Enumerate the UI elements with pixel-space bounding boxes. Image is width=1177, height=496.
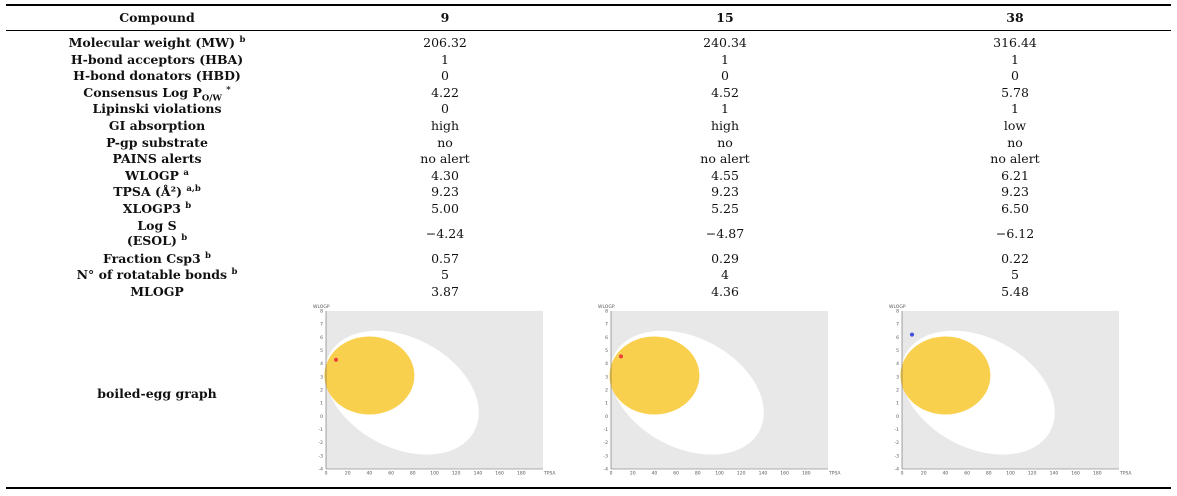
- y-tick-label: 7: [320, 322, 323, 328]
- row-value: 5.48: [1001, 283, 1029, 299]
- row-value: 5.00: [431, 201, 459, 216]
- row-value: 5.25: [711, 201, 739, 216]
- x-tick-label: 60: [673, 471, 679, 477]
- row-label-text: GI absorption: [108, 118, 206, 133]
- boiled-egg-row-label: boiled-egg graph: [97, 386, 217, 401]
- x-tick-label: 100: [715, 471, 724, 477]
- egg-yolk-region: [900, 337, 990, 415]
- row-label-footnote: b: [185, 200, 192, 211]
- row-label-footnote: b: [239, 34, 246, 45]
- row-value: 5: [441, 267, 449, 283]
- x-axis-label: TPSA: [829, 471, 841, 477]
- y-tick-label: 1: [320, 401, 323, 407]
- column-header-15: 15: [716, 10, 734, 25]
- y-tick-label: 7: [896, 322, 899, 328]
- row-value: 1: [1011, 51, 1019, 67]
- y-tick-label: 5: [896, 349, 899, 354]
- y-tick-label: -4: [894, 467, 899, 473]
- y-tick-label: 1: [605, 401, 608, 407]
- row-label: [22, 118, 292, 133]
- row-label-text: PAINS alerts: [112, 151, 202, 167]
- column-header-38: 38: [1006, 10, 1024, 25]
- x-tick-label: 40: [651, 471, 658, 477]
- row-label: [22, 135, 292, 150]
- y-tick-label: 0: [896, 414, 899, 420]
- y-tick-label: 2: [896, 388, 899, 394]
- row-label-text: Lipinski violations: [92, 101, 222, 117]
- row-value: 5.78: [1001, 84, 1029, 100]
- x-tick-label: 160: [780, 471, 789, 477]
- row-value: 240.34: [703, 35, 747, 50]
- x-tick-label: 100: [1006, 471, 1015, 477]
- row-label: [22, 151, 292, 166]
- row-value: 1: [1011, 101, 1019, 117]
- row-label: [22, 84, 292, 104]
- row-value: 0.22: [1001, 250, 1029, 266]
- x-tick-label: 0: [609, 471, 613, 477]
- row-value: no: [717, 134, 733, 150]
- data-point: [334, 358, 338, 362]
- x-tick-label: 60: [964, 471, 970, 477]
- row-value: 3.87: [431, 283, 459, 299]
- row-label-text: P-gp substrate: [106, 134, 208, 150]
- row-value: no: [1007, 134, 1023, 150]
- y-tick-label: -2: [318, 441, 323, 447]
- x-tick-label: 140: [473, 471, 483, 477]
- x-tick-label: 20: [629, 471, 636, 477]
- row-value: no alert: [990, 151, 1040, 167]
- row-label-footnote: b: [231, 267, 238, 278]
- row-value: 206.32: [423, 35, 467, 50]
- row-value: 9.23: [431, 184, 459, 200]
- row-label-text: N° of rotatable bonds: [76, 267, 228, 283]
- y-tick-label: 8: [896, 309, 899, 315]
- y-tick-label: 2: [605, 388, 608, 394]
- y-tick-label: 4: [896, 362, 899, 368]
- x-tick-label: 40: [942, 471, 949, 477]
- row-value: 1: [721, 51, 729, 67]
- row-value: no alert: [420, 151, 470, 167]
- row-label: [22, 68, 292, 83]
- y-tick-label: -2: [603, 441, 608, 447]
- row-label-text: Fraction Csp3: [103, 250, 201, 266]
- row-label-text: WLOGP: [125, 167, 179, 183]
- y-axis-label: WLOGP: [313, 305, 330, 310]
- y-tick-label: 3: [896, 375, 899, 381]
- row-value: 1: [441, 51, 449, 67]
- table-bottom-rule: [6, 487, 1171, 489]
- row-label-text-line2: (ESOL): [126, 232, 177, 248]
- y-axis-label: WLOGP: [598, 305, 615, 310]
- y-tick-label: -3: [318, 454, 323, 460]
- y-tick-label: -4: [318, 467, 323, 473]
- y-tick-label: 5: [320, 349, 323, 354]
- y-tick-label: 2: [320, 388, 323, 394]
- y-tick-label: 0: [320, 414, 323, 420]
- y-tick-label: -2: [894, 441, 899, 447]
- row-value: 316.44: [993, 35, 1037, 50]
- row-label: [22, 218, 292, 248]
- x-tick-label: 80: [409, 471, 416, 477]
- row-label-footnote: a,b: [186, 184, 201, 195]
- x-tick-label: 20: [344, 471, 351, 477]
- row-value: high: [710, 118, 740, 133]
- x-tick-label: 0: [324, 471, 328, 477]
- column-header-compound: Compound: [119, 10, 195, 25]
- row-value: 4.30: [431, 167, 459, 183]
- y-tick-label: -3: [603, 454, 608, 460]
- y-tick-label: 4: [605, 362, 608, 368]
- x-tick-label: 20: [920, 471, 927, 477]
- egg-yolk-region: [324, 337, 414, 415]
- row-label: [22, 184, 292, 199]
- row-value: 9.23: [711, 184, 739, 200]
- y-tick-label: -1: [603, 428, 608, 433]
- y-tick-label: 5: [605, 349, 608, 354]
- x-tick-label: 80: [985, 471, 992, 477]
- row-value: 5: [1011, 267, 1019, 283]
- y-tick-label: 4: [320, 362, 323, 368]
- x-tick-label: 140: [758, 471, 768, 477]
- boiled-egg-chart-15: [596, 303, 841, 477]
- x-tick-label: 120: [451, 471, 461, 477]
- row-label-text: MLOGP: [130, 283, 184, 299]
- row-value: 4.36: [711, 283, 739, 299]
- boiled-egg-chart-38: [887, 303, 1132, 477]
- row-value: 6.50: [1001, 201, 1029, 216]
- egg-yolk-region: [609, 337, 699, 415]
- table-top-rule: [6, 4, 1171, 6]
- x-tick-label: 100: [430, 471, 439, 477]
- y-tick-label: 3: [605, 375, 608, 381]
- y-tick-label: 8: [320, 309, 323, 315]
- header-rule: [6, 30, 1171, 31]
- row-value: 0: [721, 68, 729, 84]
- row-value: 4.55: [711, 167, 739, 183]
- row-label-text: Consensus Log P: [83, 84, 202, 100]
- x-tick-label: 40: [366, 471, 373, 477]
- row-label: [22, 267, 292, 282]
- y-tick-label: -4: [603, 467, 608, 473]
- x-tick-label: 80: [694, 471, 701, 477]
- row-label-footnote: b: [181, 232, 188, 243]
- row-value: −4.87: [705, 225, 745, 241]
- x-tick-label: 180: [1093, 471, 1102, 477]
- row-label-text: TPSA (Å²): [113, 184, 182, 200]
- row-value: −4.24: [425, 225, 465, 241]
- row-label: [22, 101, 292, 116]
- row-value: 9.23: [1001, 184, 1029, 200]
- x-tick-label: 120: [736, 471, 746, 477]
- row-label-footnote: b: [205, 250, 211, 261]
- x-tick-label: 160: [1071, 471, 1080, 477]
- row-value: no alert: [700, 151, 750, 167]
- row-value: 0: [1011, 68, 1019, 84]
- row-value: 0: [441, 101, 449, 117]
- y-tick-label: 6: [896, 335, 899, 341]
- row-label-text: XLOGP3: [122, 201, 181, 216]
- row-label-footnote: *: [226, 84, 231, 95]
- row-value: −6.12: [995, 225, 1035, 241]
- y-tick-label: 1: [896, 401, 899, 407]
- data-point: [910, 333, 914, 337]
- row-value: 4.22: [431, 84, 459, 100]
- x-axis-label: TPSA: [1120, 471, 1132, 477]
- data-point: [619, 354, 623, 358]
- y-tick-label: 7: [605, 322, 608, 328]
- column-header-9: 9: [440, 10, 450, 25]
- y-tick-label: 0: [605, 414, 608, 420]
- y-tick-label: -1: [318, 428, 323, 433]
- y-axis-label: WLOGP: [889, 305, 906, 310]
- x-tick-label: 140: [1049, 471, 1059, 477]
- row-label-text: Log S: [137, 217, 177, 233]
- x-tick-label: 160: [495, 471, 504, 477]
- row-value: 0: [441, 68, 449, 84]
- row-label: [22, 201, 292, 216]
- row-value: 0.29: [711, 250, 739, 266]
- y-tick-label: 6: [320, 335, 323, 341]
- y-tick-label: -1: [894, 428, 899, 433]
- x-tick-label: 180: [517, 471, 526, 477]
- row-label: [22, 284, 292, 299]
- row-value: no: [437, 134, 453, 150]
- row-value: low: [1003, 118, 1027, 133]
- y-tick-label: 8: [605, 309, 608, 315]
- row-label-text: Molecular weight (MW): [68, 35, 236, 50]
- x-axis-label: TPSA: [544, 471, 556, 477]
- row-value: 4: [721, 267, 729, 283]
- row-label-footnote: a: [183, 167, 189, 178]
- x-tick-label: 0: [900, 471, 904, 477]
- row-label: [22, 52, 292, 67]
- row-value: 4.52: [711, 84, 739, 100]
- y-tick-label: 3: [320, 375, 323, 381]
- row-label-subscript: O/W: [201, 93, 222, 104]
- x-tick-label: 60: [388, 471, 394, 477]
- y-tick-label: -3: [894, 454, 899, 460]
- row-value: 6.21: [1001, 167, 1029, 183]
- x-tick-label: 120: [1027, 471, 1037, 477]
- row-label: [22, 251, 292, 266]
- row-label-text: H-bond donators (HBD): [73, 68, 241, 84]
- row-label: [22, 35, 292, 50]
- boiled-egg-chart-9: [311, 303, 556, 477]
- y-tick-label: 6: [605, 335, 608, 341]
- row-value: 0.57: [431, 250, 459, 266]
- x-tick-label: 180: [802, 471, 811, 477]
- row-label-text: H-bond acceptors (HBA): [70, 51, 244, 67]
- row-value: 1: [721, 101, 729, 117]
- row-value: high: [430, 118, 460, 133]
- row-label: [22, 168, 292, 183]
